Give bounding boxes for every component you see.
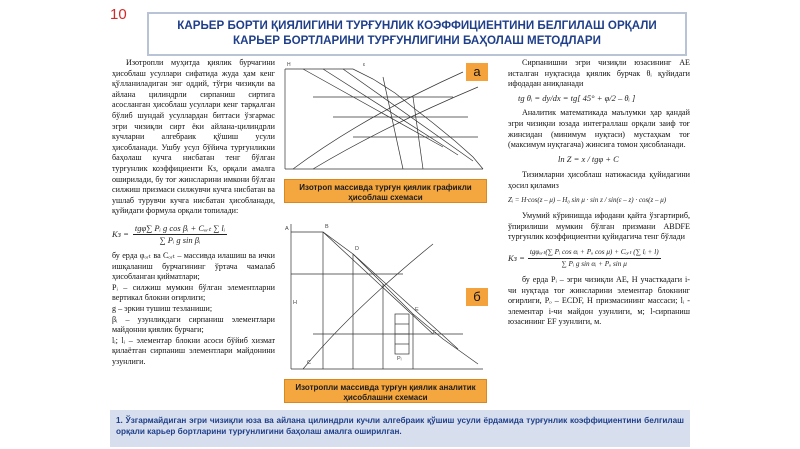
right-formula-4-denominator: ∑ Pᵢ g sin αᵢ + Pₒ sin μ xyxy=(561,259,627,268)
left-formula xyxy=(112,223,275,245)
svg-text:B: B xyxy=(325,224,329,230)
right-paragraph-1: Сирпанишни эгри чизиқли юзасининг АЕ исталган нуқтасида қиялик бурчак θᵢ қуйидаги ифодадан аниқланади xyxy=(508,58,690,89)
left-def-4: βᵢ – узунликдаги сирпаниш элементлари майдонни қиялик бурчаги; xyxy=(112,314,275,335)
right-paragraph-2: Аналитик математикада маълумки ҳар қандай эгри чизиқни юзада интеграллаш орқали заиф тоғ жинсидан (минимум нуқтаси) мустаҳкам тоғ (максимум нуқтагача) жинсига томон ҳисобланади. xyxy=(508,108,690,150)
svg-text:ε: ε xyxy=(363,62,366,68)
svg-text:H: H xyxy=(293,300,297,306)
left-formula-numerator: tgφ∑ Pᵢ g cos βᵢ + Cₒᵣₜ ∑ lᵢ xyxy=(134,222,226,233)
svg-text:C: C xyxy=(307,360,311,366)
right-formula-2: ln Z = x / tgφ + C xyxy=(558,153,619,164)
title-line-1: КАРЬЕР БОРТИ ҚИЯЛИГИНИ ТУРҒУНЛИК КОЭФФИЦИЕНТИНИ БЕЛГИЛАШ ОРҚАЛИ xyxy=(177,19,657,32)
left-intro: Изотропли муҳитда қиялик бурчагини ҳисоблаш усуллари сифатида жуда ҳам кенг қўлланиладиган энг оддий, тўғри чизиқли ва айлана цилиндрли сирпаниш сиртига асосланган ҳисоблаш усуллари кенг тарқалган бўлиб шундай усуллардан биттаси ўзгармас эгри чизиқли сирт ёки айлана-цилиндрли кучларни алгебраик қўшиш усули ҳисобланади. Ушбу усул бўйича турғунликни баҳолаш кучга нисбатан тенг бўлган турғунлик коэффициенти Кз, орқали амалга оширилади, бу тоғ жинсларини имкони бўлган силжиш призмаси силжувчи кучга нисбатан ва ушлаб турувчи кучга нисбатан ҳисобланади, қуйидаги формула орқали топилади: xyxy=(112,58,275,216)
figure-b xyxy=(283,214,488,374)
left-def-3: g – эркин тушиш тезланиши; xyxy=(112,304,213,314)
right-formula-1: tg θᵢ = dy/dx = tg[ 45° + φ/2 – θᵢ ] xyxy=(518,92,636,103)
title-line-2: КАРЬЕР БОРТЛАРИНИ ТУРҒУНЛИГИНИ БАҲОЛАШ МЕТОДЛАРИ xyxy=(233,34,601,47)
svg-text:Pᵢ: Pᵢ xyxy=(397,356,402,362)
page-number: 10 xyxy=(110,6,127,23)
figure-b-tag: б xyxy=(466,288,488,306)
left-def-1: бу ерда φₒᵣₜ ва Cₒᵣₜ – массивда илашиш ва ички ишқаланиш бурчагининг ўртача чамалаб ҳисобланган қийматлари; xyxy=(112,251,275,282)
right-formula-4 xyxy=(508,247,690,269)
right-formula-3: Zᵢ = H·cos(z – μ) – H₀ sin μ · sin z / sin(ε – z) · cos(z – μ) xyxy=(508,195,667,204)
figure-a-diagram xyxy=(283,57,488,172)
figure-a-caption: Изотроп массивда турғун қиялик графикли ҳисоблаш схемаси xyxy=(284,179,487,203)
right-column xyxy=(508,58,690,328)
svg-text:H: H xyxy=(287,62,291,68)
figure-a xyxy=(283,57,488,172)
svg-text:F: F xyxy=(433,330,437,336)
left-def-5: lᵢ; lᵢ – элементар блокни асоси бўйиб хизмат қилаётган сирпаниш элементлари майдонини узунлиги. xyxy=(112,335,275,367)
svg-text:E: E xyxy=(415,307,419,313)
left-column xyxy=(112,58,275,368)
right-paragraph-4: Умумий кўринишда ифодани қайта ўзгартириб, ўпирилиши мумкин бўлган призмани ABDFE турғунлик коэффициентни қуйидагича тенг бўлади xyxy=(508,211,690,242)
footer-note xyxy=(110,410,690,447)
right-paragraph-3: Тизимларни ҳисоблаш натижасида қуйидагини ҳосил қиламиз xyxy=(508,170,690,190)
svg-text:A: A xyxy=(285,226,289,232)
left-formula-denominator: ∑ Pᵢ g sin βᵢ xyxy=(159,234,201,245)
footer-text: 1. Ўзгармайдиган эгри чизиқли юза ва айлана цилиндрли кучли алгебраик қўшиш усули ёрдамида турғунлик коэффициентини белгилаш орқали карьер бортларини турғунлигини баҳолаш амалга оширилган. xyxy=(116,416,684,436)
figure-b-diagram xyxy=(283,214,488,374)
svg-text:D: D xyxy=(355,246,359,252)
title-box xyxy=(147,12,687,56)
right-paragraph-5: бу ерда Pᵢ – эгри чизиқли АЕ, Н участкадаги i-чи нуқтада тоғ жинсларини элементар блокнинг оғирлиги, Pₒ – ECDF, H призмасининг массаси; lᵢ - элементар i-чи майдон узунлиги, м; l-сирпаниш юзасининг EF узунлиги, м. xyxy=(508,275,690,327)
left-formula-label: Кз = xyxy=(112,228,129,239)
left-def-2: Pᵢ – силжиш мумкин бўлган элементларни вертикал блокни оғирлиги; xyxy=(112,282,275,303)
figure-b-caption: Изотропли массивда турғун қиялик аналитик ҳисоблашни схемаси xyxy=(284,379,487,403)
right-formula-4-fraction xyxy=(528,247,661,269)
left-formula-fraction xyxy=(133,223,227,245)
figure-a-tag: а xyxy=(466,63,488,81)
right-formula-4-label: Кз = xyxy=(508,252,525,263)
right-formula-4-numerator: tgφₒᵣₜ(∑ Pᵢ cos αᵢ + Pₒ cos μ) + Cₒᵣₜ (∑ lᵢ + l) xyxy=(528,247,661,259)
